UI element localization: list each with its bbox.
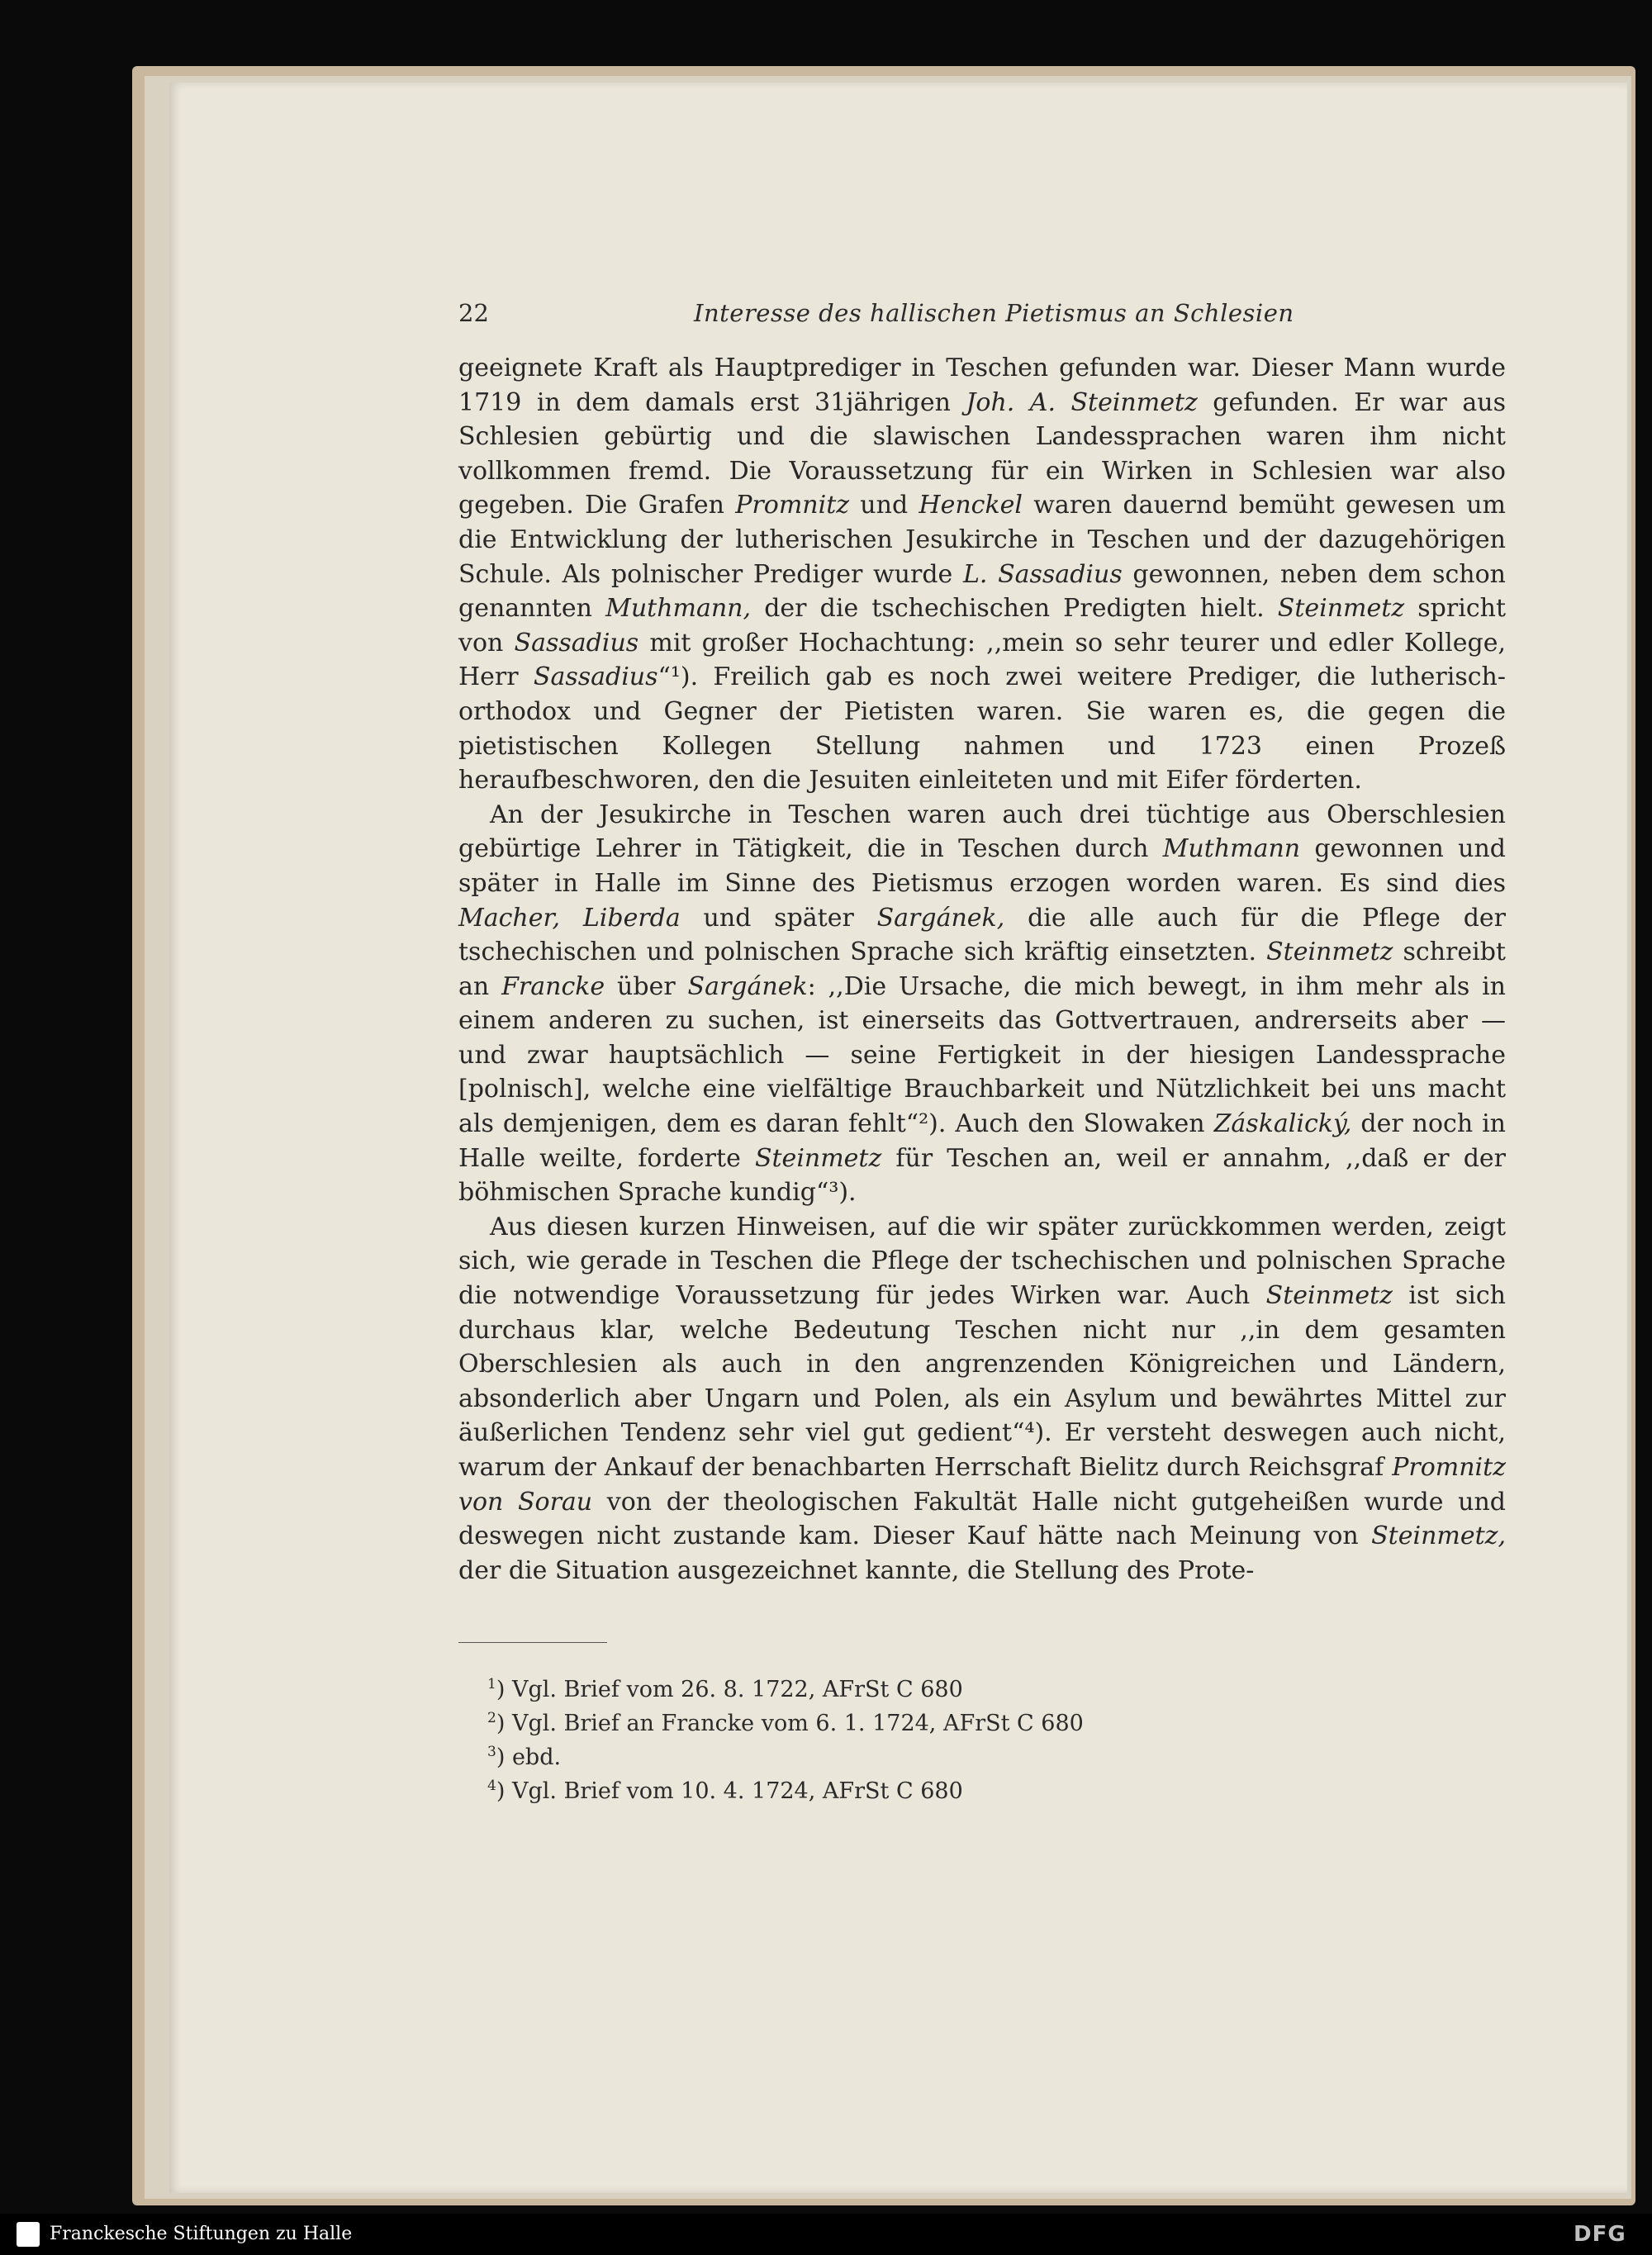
italic-name: Steinmetz, xyxy=(1371,1522,1506,1551)
text-run: schreibt an xyxy=(458,938,1506,1001)
paragraph-1 xyxy=(458,351,1506,798)
footnote-mark: 2 xyxy=(487,1710,496,1726)
text-run: gewonnen, neben dem schon genannten xyxy=(458,559,1507,624)
footnote-text: ) Vgl. Brief vom 26. 8. 1722, AFrSt C 680 xyxy=(496,1677,963,1702)
page-number: 22 xyxy=(458,299,489,327)
running-title: Interesse des hallischen Pietismus an Schlesien xyxy=(694,299,1294,327)
page-header xyxy=(458,299,1507,332)
italic-name: Muthmann xyxy=(1162,834,1301,864)
italic-name: Promnitz von Sorau xyxy=(458,1453,1506,1517)
italic-name: Steinmetz xyxy=(1266,938,1393,967)
italic-name: Sargánek, xyxy=(876,903,1005,933)
text-run: An der Jesukirche in Teschen waren auch drei tüchtige aus Oberschlesien gebürtige Lehrer in Tätigkeit, die in Teschen durch xyxy=(458,800,1506,864)
italic-name: Steinmetz xyxy=(1277,594,1405,624)
footnote-4 xyxy=(487,1772,1231,1806)
italic-name: Záskalický, xyxy=(1213,1109,1352,1139)
italic-name: Macher, Liberda xyxy=(458,903,681,933)
franckesche-logo-icon[interactable] xyxy=(17,2222,40,2247)
italic-name: Sargánek xyxy=(687,971,808,1001)
italic-name: Promnitz xyxy=(735,491,850,520)
footnote-mark: 1 xyxy=(487,1676,496,1692)
text-run: spricht von xyxy=(458,594,1506,658)
text-run: ist sich durchaus klar, welche Bedeutung Teschen nicht nur ,,in dem gesamten Oberschlesien als auch in den angrenzenden Königreichen und Ländern, absonderlich aber Ungarn und Polen, als ein Asylum und bewährtes Mittel zur äußerlichen Tendenz sehr viel gut gedient“⁴). Er versteht deswegen auch nicht, warum der Ankauf der benachbarten Herrschaft Bielitz durch Reichsgraf xyxy=(458,1281,1507,1482)
body-text xyxy=(458,351,1506,1588)
text-run: die alle auch für die Pflege der tschechischen und polnischen Sprache sich kräftig einsetzten. xyxy=(458,903,1507,967)
footnote-separator xyxy=(458,1642,607,1643)
text-run: Aus diesen kurzen Hinweisen, auf die wir später zurückkommen werden, zeigt sich, wie gerade in Teschen die Pflege der tschechischen und polnischen Sprache die notwendige Voraussetzung für jedes Wirken war. Auch xyxy=(458,1212,1506,1311)
text-run: mit großer Hochachtung: ,,mein so sehr teurer und edler Kollege, Herr xyxy=(458,628,1506,692)
italic-name: Sassadius xyxy=(533,662,658,692)
italic-name: Steinmetz xyxy=(754,1143,882,1173)
text-run: gefunden. Er war aus Schlesien gebürtig und die slawischen Landessprachen waren ihm nicht vollkommen fremd. Die Voraussetzung für ein Wirken in Schlesien war also gegeben. Die Grafen xyxy=(458,387,1506,520)
footnote-2 xyxy=(487,1704,1231,1738)
footnotes xyxy=(487,1670,1231,1806)
footnote-text: ) Vgl. Brief an Francke vom 6. 1. 1724, AFrSt C 680 xyxy=(496,1711,1084,1736)
italic-name: Henckel xyxy=(919,491,1023,520)
institution-name[interactable]: Franckesche Stiftungen zu Halle xyxy=(50,2224,353,2244)
italic-name: Steinmetz xyxy=(1265,1281,1393,1311)
footnote-mark: 4 xyxy=(487,1778,496,1794)
footnote-text: ) Vgl. Brief vom 10. 4. 1724, AFrSt C 680 xyxy=(496,1778,963,1804)
text-run: der die Situation ausgezeichnet kannte, die Stellung des Prote- xyxy=(458,1555,1255,1585)
italic-name: Francke xyxy=(501,971,605,1001)
footnote-1 xyxy=(487,1670,1231,1704)
text-run: und später xyxy=(680,903,877,933)
paragraph-2 xyxy=(458,798,1506,1210)
italic-name: Muthmann, xyxy=(605,594,752,624)
footnote-3 xyxy=(487,1738,1231,1772)
dfg-logo[interactable]: DFG xyxy=(1574,2222,1626,2247)
italic-name: Joh. A. Steinmetz xyxy=(966,387,1198,417)
text-run: über xyxy=(605,971,688,1001)
text-run: von der theologischen Fakultät Halle nicht gutgeheißen wurde und deswegen nicht zustande kam. Dieser Kauf hätte nach Meinung von xyxy=(458,1487,1506,1551)
text-run: geeignete Kraft als Hauptprediger in Teschen gefunden war. Dieser Mann wurde 1719 in dem damals erst 31jährigen xyxy=(458,354,1506,417)
italic-name: Sassadius xyxy=(514,628,639,658)
text-run: “¹). Freilich gab es noch zwei weitere Prediger, die lutherisch-orthodox und Gegner der Pietisten waren. Sie waren es, die gegen die pietistischen Kollegen Stellung nahmen und 1723 einen Prozeß heraufbeschworen, den die Jesuiten einleiteten und mit Eifer förderten. xyxy=(458,662,1506,795)
text-run: der noch in Halle weilte, forderte xyxy=(458,1109,1506,1173)
paragraph-3 xyxy=(458,1210,1506,1588)
footnote-mark: 3 xyxy=(487,1744,496,1760)
text-run: : ,,Die Ursache, die mich bewegt, in ihm mehr als in einem anderen zu suchen, ist einerseits das Gottvertrauen, andrerseits aber — und zwar hauptsächlich — seine Fertigkeit in der hiesigen Landessprache [polnisch], welche eine vielfältige Brauchbarkeit und Nützlichkeit bei uns macht als demjenigen, dem es daran fehlt“²). Auch den Slowaken xyxy=(458,971,1506,1139)
text-run: der die tschechischen Predigten hielt. xyxy=(751,594,1278,624)
text-run: und xyxy=(849,491,919,520)
text-run: waren dauernd bemüht gewesen um die Entwicklung der lutherischen Jesukirche in Teschen und der dazugehörigen Schule. Als polnischer Prediger wurde xyxy=(458,491,1506,589)
text-run: für Teschen an, weil er annahm, ,,daß er der böhmischen Sprache kundig“³). xyxy=(458,1143,1506,1208)
footnote-text: ) ebd. xyxy=(496,1745,562,1770)
italic-name: L. Sassadius xyxy=(962,559,1123,589)
text-run: gewonnen und später in Halle im Sinne des Pietismus erzogen worden waren. Es sind dies xyxy=(458,834,1506,898)
